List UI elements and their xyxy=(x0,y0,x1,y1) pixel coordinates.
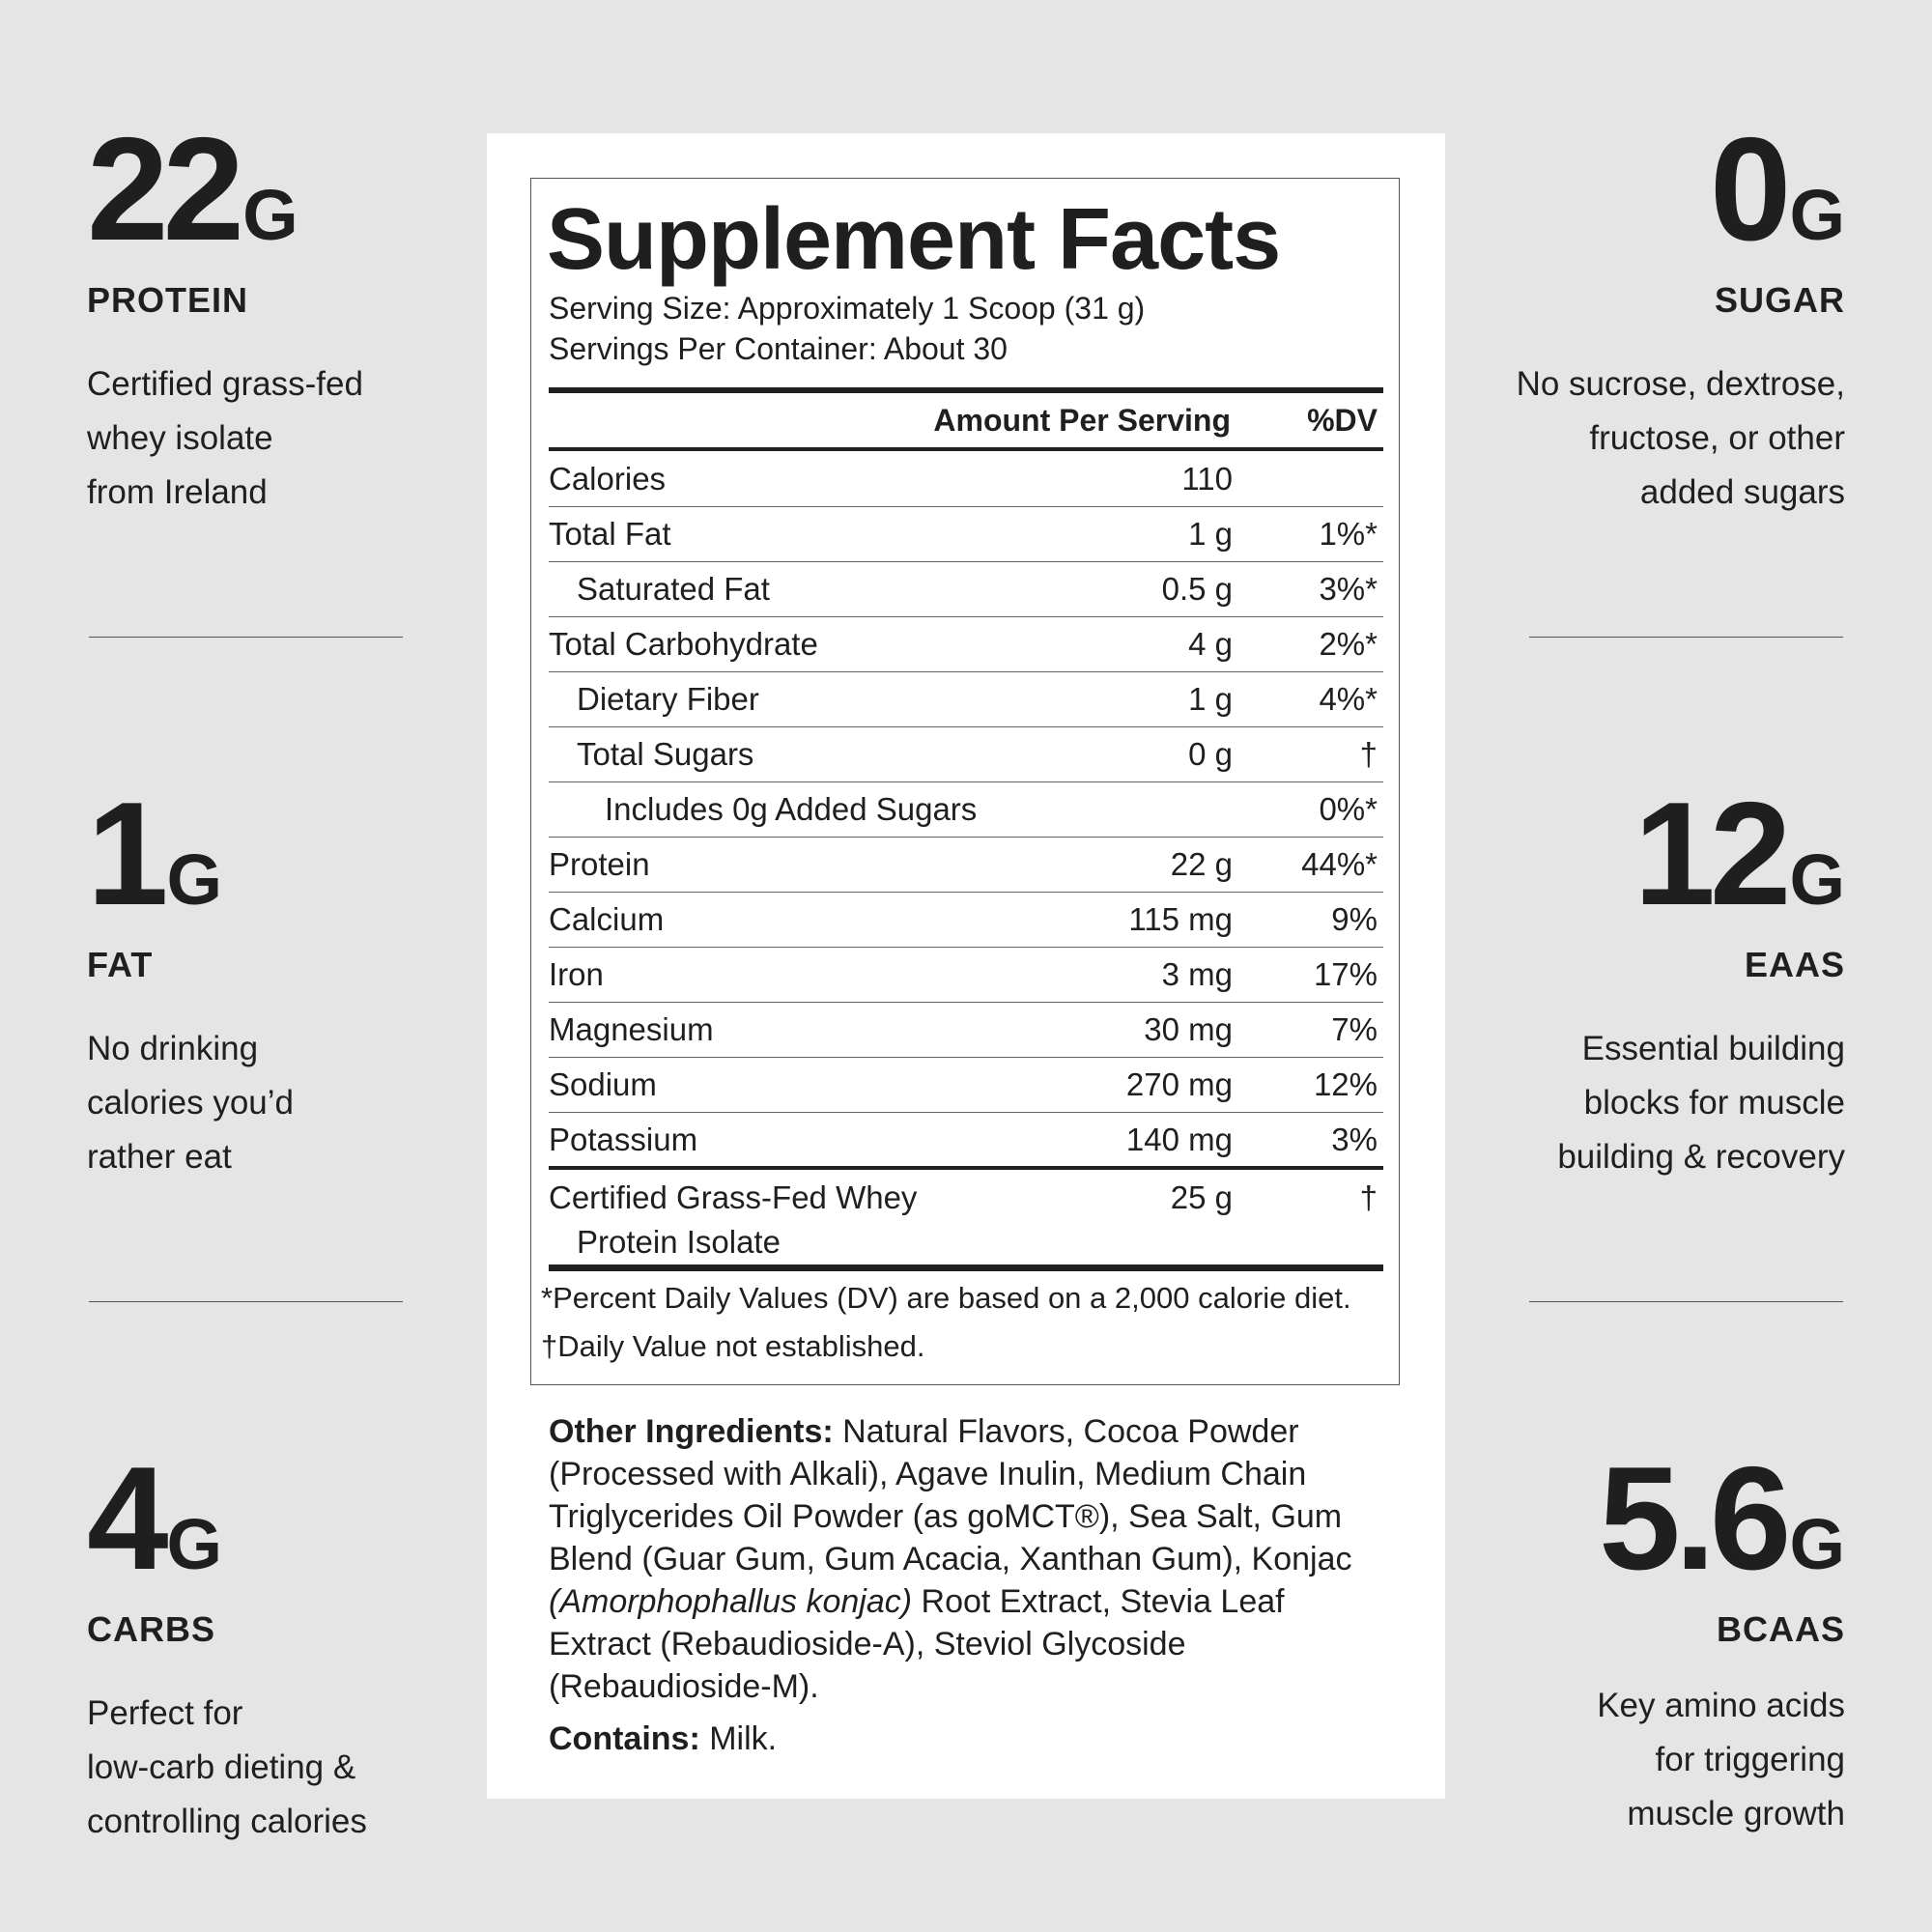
row-dv: 3% xyxy=(1331,1122,1378,1157)
stat-unit: G xyxy=(1789,1504,1845,1584)
row-amount: 1 g xyxy=(1188,516,1233,552)
ingredients-label: Other Ingredients: xyxy=(549,1413,834,1450)
stat-value: 4G xyxy=(87,1436,223,1601)
row-name: Total Fat xyxy=(549,516,671,552)
stat-label: PROTEIN xyxy=(87,280,249,320)
contains-allergen xyxy=(549,1720,777,1758)
row-dv: † xyxy=(1359,1179,1378,1215)
stat-value: 0G xyxy=(1709,107,1845,271)
header-amount: Amount Per Serving xyxy=(933,403,1231,438)
facts-row xyxy=(549,672,1383,727)
row-amount: 22 g xyxy=(1170,846,1233,882)
stat-sugar xyxy=(1478,107,1845,520)
stat-description: Essential building blocks for muscle building & recovery xyxy=(1557,1030,1845,1176)
row-amount: 115 mg xyxy=(1128,901,1233,937)
stat-bcaas xyxy=(1478,1436,1845,1841)
row-name-cont: Protein Isolate xyxy=(577,1224,781,1260)
whey-row xyxy=(549,1171,1383,1267)
row-dv: 44%* xyxy=(1301,846,1378,882)
stat-label: SUGAR xyxy=(1714,280,1845,320)
row-amount: 0.5 g xyxy=(1161,571,1233,607)
ingredients-text-cont: Root Extract, Stevia Leaf Extract (Rebaudioside-A), Steviol Glycoside (Rebaudioside-M). xyxy=(549,1583,1285,1705)
stat-protein xyxy=(87,107,415,520)
stat-carbs xyxy=(87,1436,415,1849)
stat-value: 22G xyxy=(87,107,298,271)
row-dv: 1%* xyxy=(1319,516,1378,552)
contains-value: Milk. xyxy=(699,1720,778,1757)
row-amount: 25 g xyxy=(1170,1179,1233,1215)
facts-row xyxy=(549,1058,1383,1113)
row-amount: 0 g xyxy=(1188,736,1233,772)
supplement-facts-box xyxy=(530,178,1400,1385)
footnote-dv: *Percent Daily Values (DV) are based on a 2,000 calorie diet. xyxy=(541,1281,1351,1315)
stat-unit: G xyxy=(166,839,223,920)
row-name: Potassium xyxy=(549,1122,698,1157)
row-name: Saturated Fat xyxy=(577,571,770,607)
facts-row xyxy=(549,948,1383,1003)
row-name: Includes 0g Added Sugars xyxy=(605,791,978,827)
facts-row xyxy=(549,507,1383,562)
row-amount: 4 g xyxy=(1188,626,1233,662)
row-amount: 110 xyxy=(1181,461,1233,497)
row-name: Magnesium xyxy=(549,1011,714,1047)
servings-per-container: Servings Per Container: About 30 xyxy=(549,331,1008,366)
row-amount: 140 mg xyxy=(1125,1122,1233,1157)
whey-rule xyxy=(549,1166,1383,1170)
stat-fat xyxy=(87,772,415,1184)
header-rule xyxy=(549,447,1383,451)
row-name: Sodium xyxy=(549,1066,657,1102)
row-dv: 3%* xyxy=(1319,571,1378,607)
row-name: Protein xyxy=(549,846,650,882)
row-dv: 17% xyxy=(1313,956,1378,992)
ingredients-italic: (Amorphophallus konjac) xyxy=(549,1583,913,1620)
row-dv: 9% xyxy=(1331,901,1378,937)
stat-description: No sucrose, dextrose, fructose, or other added sugars xyxy=(1516,365,1845,511)
facts-row xyxy=(549,782,1383,838)
facts-row xyxy=(549,727,1383,782)
stat-value: 1G xyxy=(87,772,223,936)
header-dv: %DV xyxy=(1307,403,1378,438)
divider xyxy=(1529,637,1843,638)
stat-unit: G xyxy=(166,1504,223,1584)
stat-description: Perfect for low-carb dieting & controlling calories xyxy=(87,1694,367,1840)
divider xyxy=(89,1301,403,1302)
divider xyxy=(89,637,403,638)
stat-label: CARBS xyxy=(87,1609,216,1649)
stat-unit: G xyxy=(242,175,298,255)
facts-row xyxy=(549,838,1383,893)
facts-row xyxy=(549,452,1383,507)
row-dv: 12% xyxy=(1313,1066,1378,1102)
contains-label: Contains: xyxy=(549,1720,700,1757)
stat-unit: G xyxy=(1789,175,1845,255)
bottom-thick-rule xyxy=(549,1264,1383,1271)
row-name: Total Sugars xyxy=(577,736,754,772)
row-amount: 3 mg xyxy=(1161,956,1233,992)
facts-row xyxy=(549,1113,1383,1168)
label-panel xyxy=(487,133,1445,1799)
row-dv: 4%* xyxy=(1319,681,1378,717)
row-name: Calories xyxy=(549,461,667,497)
stat-label: BCAAS xyxy=(1716,1609,1845,1649)
facts-row xyxy=(549,893,1383,948)
stat-unit: G xyxy=(1789,839,1845,920)
row-name: Iron xyxy=(549,956,604,992)
row-amount: 270 mg xyxy=(1125,1066,1233,1102)
serving-size: Serving Size: Approximately 1 Scoop (31 g) xyxy=(549,291,1146,326)
row-amount: 1 g xyxy=(1188,681,1233,717)
row-dv: 7% xyxy=(1331,1011,1378,1047)
footnote-dagger: †Daily Value not established. xyxy=(541,1329,925,1363)
row-dv: 2%* xyxy=(1319,626,1378,662)
stat-label: FAT xyxy=(87,945,154,984)
stat-value: 12G xyxy=(1634,772,1845,936)
stat-label: EAAS xyxy=(1744,945,1845,984)
stat-description: Key amino acids for triggering muscle growth xyxy=(1597,1687,1845,1833)
row-dv: 0%* xyxy=(1319,791,1378,827)
facts-row xyxy=(549,562,1383,617)
row-name: Certified Grass-Fed Whey xyxy=(549,1179,918,1215)
stat-description: No drinking calories you’d rather eat xyxy=(87,1030,294,1176)
thick-rule xyxy=(549,387,1383,393)
stat-value: 5.6G xyxy=(1599,1436,1845,1601)
row-name: Calcium xyxy=(549,901,665,937)
row-name: Dietary Fiber xyxy=(577,681,759,717)
row-dv: † xyxy=(1359,736,1378,772)
facts-row xyxy=(549,617,1383,672)
stat-eaas xyxy=(1478,772,1845,1184)
row-amount: 30 mg xyxy=(1144,1011,1233,1047)
divider xyxy=(1529,1301,1843,1302)
facts-row xyxy=(549,1003,1383,1058)
other-ingredients xyxy=(549,1410,1379,1708)
stat-description: Certified grass-fed whey isolate from Ireland xyxy=(87,365,363,511)
ingredients-text: Natural Flavors, Cocoa Powder (Processed with Alkali), Agave Inulin, Medium Chain Triglycerides Oil Powder (as goMCT®), Sea Salt, Gum Blend (Guar Gum, Gum Acacia, Xanthan Gum), Konjac xyxy=(549,1413,1352,1577)
row-name: Total Carbohydrate xyxy=(549,626,818,662)
facts-title: Supplement Facts xyxy=(547,191,1281,288)
